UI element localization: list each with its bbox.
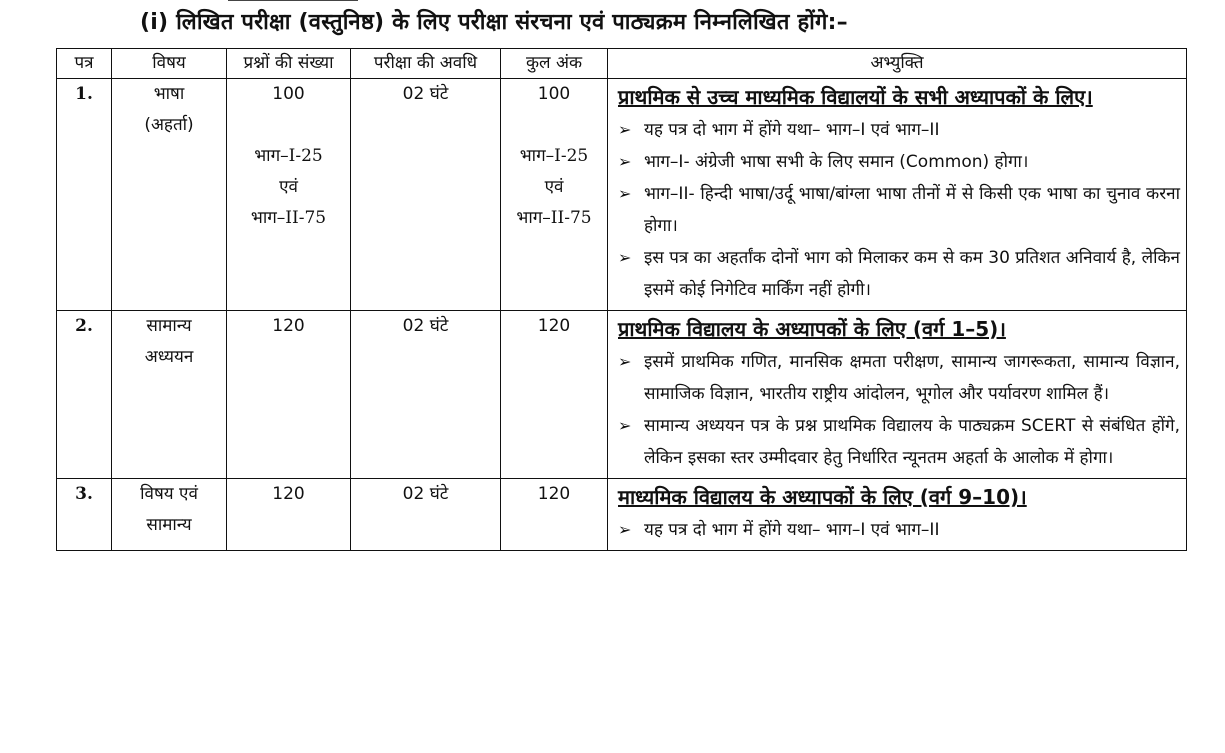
page-heading: (i) लिखित परीक्षा (वस्तुनिष्ठ) के लिए परीक्षा संरचना एवं पाठ्यक्रम निम्नलिखित होंगे:–: [140, 10, 848, 35]
header-duration: परीक्षा की अवधि: [351, 49, 501, 79]
marks-and: एवं: [544, 177, 564, 197]
header-paper: पत्र: [57, 49, 112, 79]
questions-and: एवं: [279, 177, 298, 197]
remarks-title: प्राथमिक विद्यालय के अध्यापकों के लिए (वर्ग 1–5)।: [618, 317, 1006, 341]
arrow-bullet-icon: ➢: [618, 520, 632, 539]
remarks-bullet: ➢ इस पत्र का अहर्तांक दोनों भाग को मिलाकर कम से कम 30 प्रतिशत अनिवार्य है, लेकिन इसमें कोई निगेटिव मार्किंग नहीं होगी।: [618, 242, 1180, 306]
questions-cell: [227, 79, 351, 311]
paper-number: 1.: [57, 79, 112, 311]
table-row: [57, 79, 1187, 311]
remarks-cell: [608, 79, 1187, 311]
remarks-cell: [608, 311, 1187, 479]
header-questions: प्रश्नों की संख्या: [227, 49, 351, 79]
subject-line: अध्ययन: [144, 347, 194, 367]
syllabus-table: [56, 48, 1187, 551]
table-row: [57, 479, 1187, 551]
questions-total: 100: [272, 84, 305, 104]
subject-line: (अहर्ता): [144, 115, 194, 135]
remarks-bullet: ➢ भाग–II- हिन्दी भाषा/उर्दू भाषा/बांग्ला भाषा तीनों में से किसी एक भाषा का चुनाव करना होगा।: [618, 178, 1180, 242]
questions-cell: 120: [227, 479, 351, 551]
marks-cell: [501, 79, 608, 311]
remarks-title: माध्यमिक विद्यालय के अध्यापकों के लिए (वर्ग 9–10)।: [618, 485, 1027, 509]
marks-part-1: भाग–I-25: [519, 146, 589, 166]
subject-line: सामान्य: [146, 515, 192, 535]
subject-line: सामान्य: [146, 316, 192, 336]
table-row: [57, 311, 1187, 479]
arrow-bullet-icon: ➢: [618, 248, 632, 267]
duration-cell: 02 घंटे: [351, 479, 501, 551]
subject-cell: [112, 79, 227, 311]
remarks-bullet: ➢ भाग–I- अंग्रेजी भाषा सभी के लिए समान (Common) होगा।: [618, 146, 1180, 178]
remarks-bullet: ➢ सामान्य अध्ययन पत्र के प्रश्न प्राथमिक विद्यालय के पाठ्यक्रम SCERT से संबंधित होंगे, लेकिन इसका स्तर उम्मीदवार हेतु निर्धारित न्यूनतम अहर्ता के आलोक में होगा।: [618, 410, 1180, 474]
questions-part-1: भाग–I-25: [254, 146, 323, 166]
arrow-bullet-icon: ➢: [618, 120, 632, 139]
duration-cell: 02 घंटे: [351, 79, 501, 311]
arrow-bullet-icon: ➢: [618, 352, 632, 371]
paper-number: 3.: [57, 479, 112, 551]
remarks-bullet: ➢ यह पत्र दो भाग में होंगे यथा– भाग–I एवं भाग–II: [618, 114, 1180, 146]
marks-cell: 120: [501, 479, 608, 551]
header-marks: कुल अंक: [501, 49, 608, 79]
subject-line: भाषा: [153, 84, 185, 104]
marks-part-2: भाग–II-75: [516, 208, 592, 228]
remarks-bullet: ➢ यह पत्र दो भाग में होंगे यथा– भाग–I एवं भाग–II: [618, 514, 1180, 546]
subject-cell: [112, 311, 227, 479]
arrow-bullet-icon: ➢: [618, 184, 632, 203]
subject-line: विषय एवं: [140, 484, 198, 504]
questions-part-2: भाग–II-75: [250, 208, 327, 228]
marks-total: 100: [537, 84, 571, 104]
header-remarks: अभ्युक्ति: [608, 49, 1187, 79]
paper-number: 2.: [57, 311, 112, 479]
subject-cell: [112, 479, 227, 551]
arrow-bullet-icon: ➢: [618, 152, 632, 171]
top-rule: [228, 0, 358, 1]
marks-cell: 120: [501, 311, 608, 479]
arrow-bullet-icon: ➢: [618, 416, 632, 435]
remarks-bullet: ➢ इसमें प्राथमिक गणित, मानसिक क्षमता परीक्षण, सामान्य जागरूकता, सामान्य विज्ञान, सामाजिक विज्ञान, भारतीय राष्ट्रीय आंदोलन, भूगोल और पर्यावरण शामिल हैं।: [618, 346, 1180, 410]
remarks-title: प्राथमिक से उच्च माध्यमिक विद्यालयों के सभी अध्यापकों के लिए।: [618, 85, 1093, 109]
remarks-cell: [608, 479, 1187, 551]
header-subject: विषय: [112, 49, 227, 79]
questions-cell: 120: [227, 311, 351, 479]
header-row: [57, 49, 1187, 79]
duration-cell: 02 घंटे: [351, 311, 501, 479]
